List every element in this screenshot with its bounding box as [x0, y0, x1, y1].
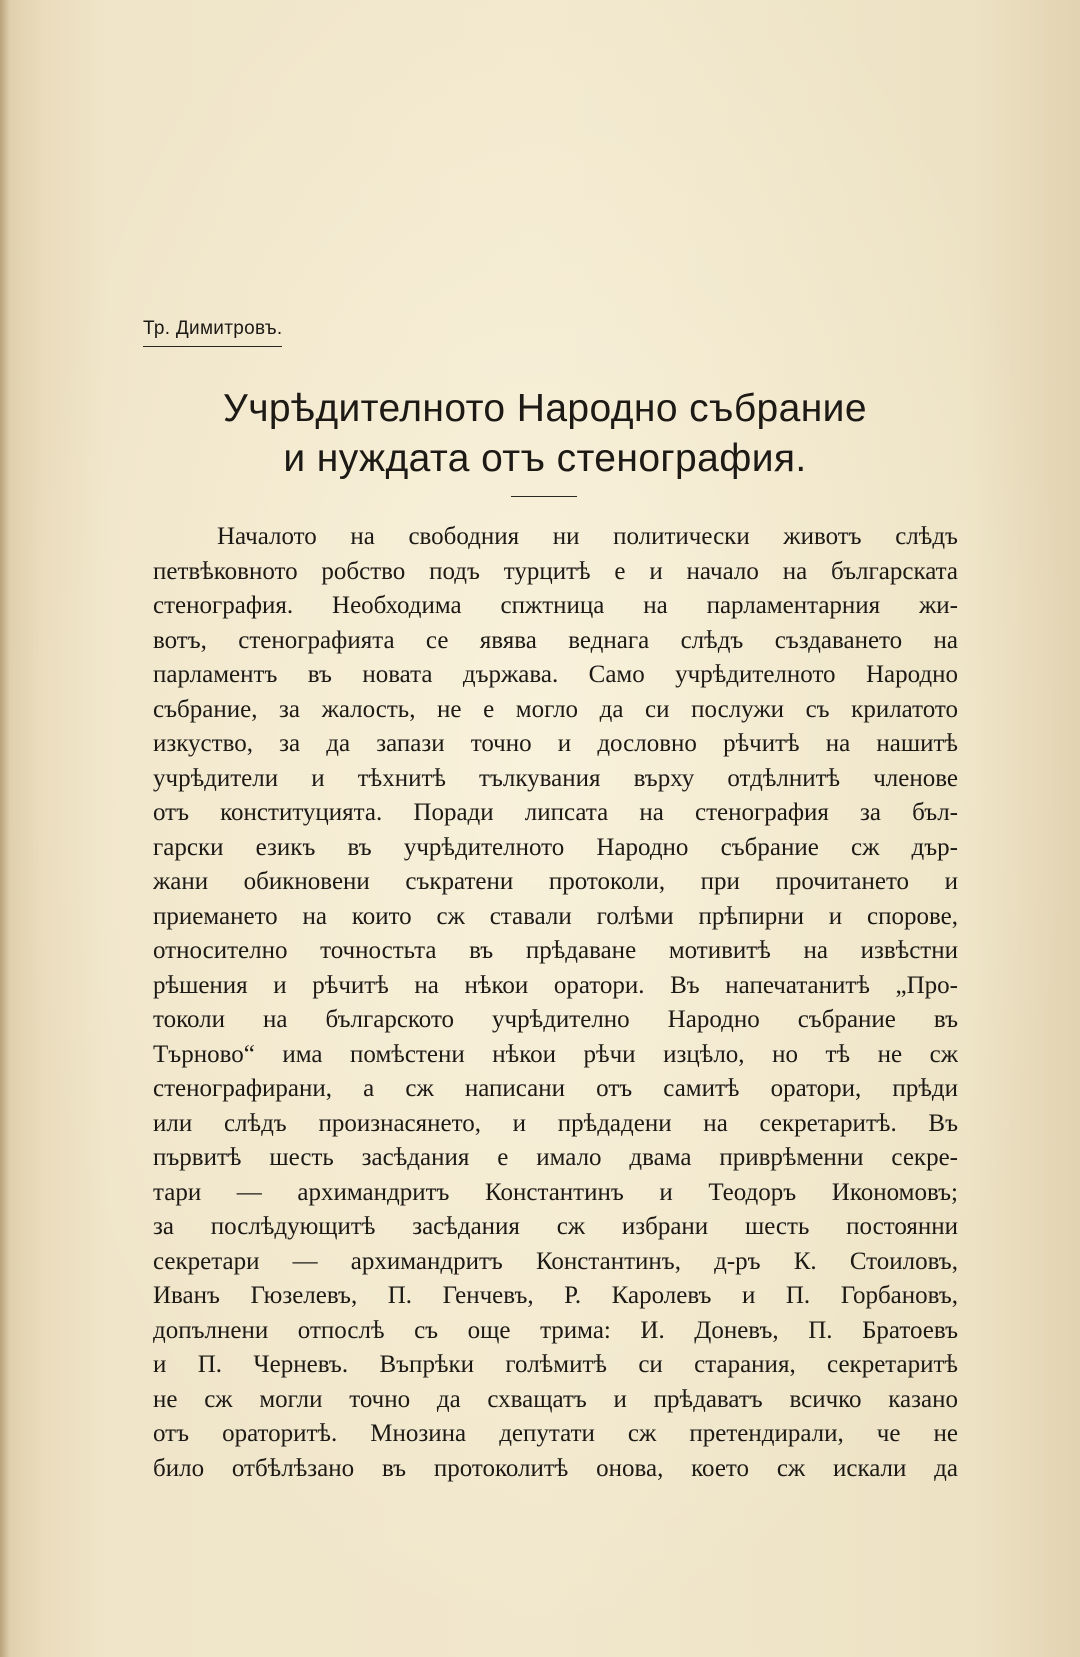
body-line: било отбѣлѣзано въ протоколитѣ онова, което сж искали да	[153, 1454, 958, 1482]
title-divider	[511, 496, 577, 497]
body-line: събрание, за жалость, не е могло да си послужи съ крилатото	[153, 695, 958, 723]
body-line: отъ конституцията. Поради липсата на стенография за бъл-	[153, 799, 958, 826]
article-title-line-2: и нуждата отъ стенография.	[283, 437, 807, 480]
body-line: парламентъ въ новата държава. Само учрѣдителното Народно	[153, 661, 958, 688]
body-line: относително точностьта въ прѣдаване мотивитѣ на извѣстни	[153, 937, 958, 964]
body-line: петвѣковното робство подъ турцитѣ е и начало на българската	[153, 557, 958, 585]
body-line: допълнени отпослѣ съ още трима: И. Доневъ, П. Братоевъ	[153, 1316, 958, 1344]
body-line: тари — архимандритъ Константинъ и Теодоръ Икономовъ;	[153, 1178, 958, 1206]
body-line: стенографирани, а сж написани отъ самитѣ оратори, прѣди	[153, 1075, 958, 1102]
body-line: учрѣдители и тѣхнитѣ тълкувания върху отдѣлнитѣ членове	[153, 764, 958, 792]
body-line: приемането на които сж ставали голѣми прѣпирни и спорове,	[153, 902, 958, 930]
body-line: жани обикновени съкратени протоколи, при прочитането и	[153, 868, 958, 895]
body-line: отъ ораторитѣ. Мнозина депутати сж претендирали, че не	[153, 1420, 958, 1447]
body-line: Иванъ Гюзелевъ, П. Генчевъ, Р. Каролевъ и П. Горбановъ,	[153, 1282, 958, 1309]
body-line: за послѣдующитѣ засѣдания сж избрани шесть постоянни	[153, 1213, 958, 1240]
body-line: и П. Черневъ. Въпрѣки голѣмитѣ си старания, секретаритѣ	[153, 1351, 958, 1378]
article-title-line-1: Учрѣдителното Народно събрание	[223, 387, 867, 430]
body-line: Търново“ има помѣстени нѣкои рѣчи изцѣло, но тѣ не сж	[153, 1040, 958, 1068]
body-line: изкуство, за да запази точно и дословно рѣчитѣ на нашитѣ	[153, 730, 958, 757]
author-name: Тр. Димитровъ.	[143, 318, 282, 347]
body-line: гарски езикъ въ учрѣдителното Народно събрание сж дър-	[153, 833, 958, 861]
body-line: или слѣдъ произнасянето, и прѣдадени на секретаритѣ. Въ	[153, 1109, 958, 1137]
body-line: вотъ, стенографията се явява веднага слѣдъ създаването на	[153, 626, 958, 654]
body-line: Началото на свободния ни политически животъ слѣдъ	[217, 523, 958, 550]
article-body	[153, 520, 958, 1486]
body-line: не сж могли точно да схващатъ и прѣдаватъ всичко казано	[153, 1385, 958, 1413]
body-line: стенография. Необходима спжтница на парламентарния жи-	[153, 592, 958, 619]
body-line: секретари — архимандритъ Константинъ, д-ръ К. Стоиловъ,	[153, 1247, 958, 1275]
page-edge-shadow	[0, 0, 10, 1657]
body-line: токоли на българското учрѣдително Народно събрание въ	[153, 1006, 958, 1033]
body-line: първитѣ шесть засѣдания е имало двама приврѣменни секре-	[153, 1144, 958, 1171]
body-line: рѣшения и рѣчитѣ на нѣкои оратори. Въ напечатанитѣ „Про-	[153, 971, 958, 999]
